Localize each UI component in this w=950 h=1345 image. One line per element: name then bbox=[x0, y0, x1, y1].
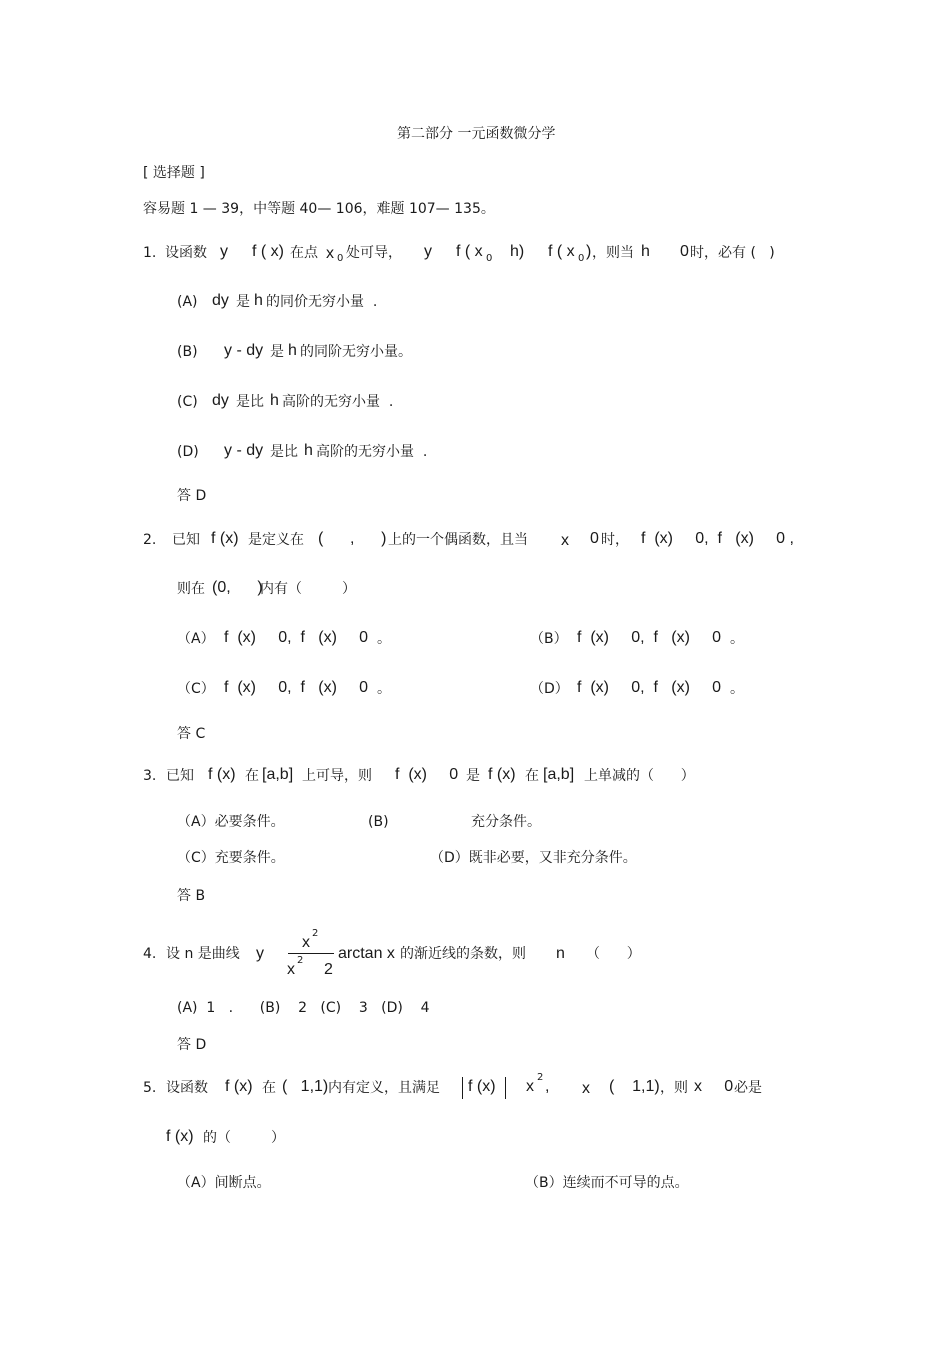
q2-opt-b-dot: 。 bbox=[730, 631, 744, 647]
q5-abs-bar-left bbox=[462, 1077, 463, 1099]
q1-h: h) bbox=[510, 243, 525, 260]
q2-interval: ( , ) bbox=[318, 530, 387, 547]
q1-must: 时，必有 ( ) bbox=[690, 245, 775, 261]
q1-h2: h bbox=[641, 243, 650, 260]
q1-opt-b-label: (B) bbox=[177, 344, 198, 360]
q2-line2-interval: (0, ) bbox=[212, 579, 263, 596]
q2-opt-d-dot: 。 bbox=[730, 681, 744, 697]
q3-opt-b: 充分条件。 bbox=[471, 814, 541, 830]
q5-abs-bar-right bbox=[505, 1077, 506, 1099]
q1-sub2: 0 bbox=[486, 253, 493, 264]
q4-n: n bbox=[556, 945, 565, 962]
q1-opt-d-text1: 是比 bbox=[270, 444, 298, 460]
q3-diff: 上可导，则 bbox=[302, 768, 372, 784]
q1-sub3: 0 bbox=[578, 253, 585, 264]
q1-opt-c-text2: 高阶的无穷小量 . bbox=[282, 394, 394, 410]
q1-f-open: f ( x bbox=[456, 243, 483, 260]
q4-fraction-bar bbox=[288, 953, 334, 954]
q5-number: 5. bbox=[143, 1080, 157, 1096]
q1-differentiable: 处可导， bbox=[346, 245, 402, 261]
q4-arctan: arctan x bbox=[338, 945, 395, 962]
q1-lead: 设函数 bbox=[165, 245, 207, 261]
q3-opt-d: （D）既非必要，又非充分条件。 bbox=[430, 850, 637, 866]
q5-lead: 设函数 bbox=[166, 1080, 208, 1096]
q2-opt-a-dot: 。 bbox=[377, 631, 391, 647]
q2-opt-a-label: （A） bbox=[177, 631, 215, 647]
q1-opt-c-text1: 是比 bbox=[236, 394, 264, 410]
q5-opt-b: （B）连续而不可导的点。 bbox=[525, 1175, 689, 1191]
q1-opt-a-label: (A) bbox=[177, 294, 198, 310]
q5-in: 在 bbox=[262, 1080, 276, 1096]
q1-opt-a-math: dy bbox=[212, 292, 229, 309]
q1-opt-d-math: y - dy bbox=[224, 442, 264, 459]
q1-answer: 答 D bbox=[177, 488, 207, 504]
q4-answer: 答 D bbox=[177, 1037, 207, 1053]
q1-opt-d-h: h bbox=[304, 442, 313, 459]
q1-paren: ) bbox=[586, 243, 592, 260]
q5-comma: , bbox=[545, 1078, 550, 1095]
q1-fx: f ( x) bbox=[252, 243, 284, 260]
q3-ab2: [a,b] bbox=[543, 766, 575, 783]
q5-interval2: ( 1,1) bbox=[609, 1078, 660, 1095]
q5-then: ，则 bbox=[660, 1080, 688, 1096]
q3-opt-c: （C）充要条件。 bbox=[177, 850, 285, 866]
q2-lead: 已知 bbox=[172, 532, 200, 548]
q4-denominator-two: 2 bbox=[324, 961, 333, 978]
q1-opt-b-text1: 是 bbox=[270, 344, 284, 360]
q2-number: 2. bbox=[143, 532, 157, 548]
q5-line2-fx: f (x) bbox=[166, 1128, 194, 1145]
q1-zero: 0 bbox=[680, 243, 689, 260]
q2-zero: 0 bbox=[590, 530, 599, 547]
q2-line2-a: 则在 bbox=[177, 581, 205, 597]
q3-on: 在 bbox=[245, 768, 259, 784]
q5-line2-text: 的（ ） bbox=[203, 1130, 286, 1146]
q5-x0: x 0 bbox=[694, 1078, 734, 1095]
q2-opt-b: f (x) 0, f (x) 0 bbox=[577, 629, 722, 646]
q2-opt-a: f (x) 0, f (x) 0 bbox=[224, 629, 369, 646]
q1-opt-a-text2: 的同价无穷小量 . bbox=[266, 294, 378, 310]
q1-at-point: 在点 bbox=[290, 245, 318, 261]
q2-when: 时， bbox=[601, 532, 629, 548]
q4-blank: （ ） bbox=[586, 946, 641, 962]
q3-opt-b-label: (B) bbox=[368, 814, 389, 830]
page-title: 第二部分 一元函数微分学 bbox=[397, 126, 556, 142]
q3-opt-a: （A）必要条件。 bbox=[177, 814, 285, 830]
q1-opt-b-h: h bbox=[288, 342, 297, 359]
q2-opt-b-label: （B） bbox=[530, 631, 568, 647]
q2-opt-d: f (x) 0, f (x) 0 bbox=[577, 679, 722, 696]
q2-opt-c-label: （C） bbox=[177, 681, 215, 697]
q1-opt-c-h: h bbox=[270, 392, 279, 409]
q3-on2: 在 bbox=[525, 768, 539, 784]
q3-fx: f (x) bbox=[208, 766, 236, 783]
q4-denominator-sup: 2 bbox=[297, 955, 304, 966]
q3-dec: 上单减的（ ） bbox=[584, 768, 695, 784]
q4-numerator-x: x bbox=[302, 934, 310, 951]
q2-opt-c-dot: 。 bbox=[377, 681, 391, 697]
q1-f-close: f ( x bbox=[548, 243, 575, 260]
q5-interval: ( 1,1) bbox=[282, 1078, 329, 1095]
section-label: [ 选择题 ] bbox=[143, 165, 205, 181]
q5-x2-sup: 2 bbox=[537, 1072, 544, 1083]
q2-opt-c: f (x) 0, f (x) 0 bbox=[224, 679, 369, 696]
q5-x: x bbox=[582, 1080, 590, 1097]
q5-opt-a: （A）间断点。 bbox=[177, 1175, 271, 1191]
q3-lead: 已知 bbox=[166, 768, 194, 784]
q4-options: (A) 1 . (B) 2 (C) 3 (D) 4 bbox=[177, 1000, 430, 1016]
q2-opt-d-label: （D） bbox=[530, 681, 569, 697]
q3-fpx: f (x) 0 bbox=[395, 766, 459, 783]
q3-is: 是 bbox=[466, 768, 480, 784]
q4-number: 4. bbox=[143, 946, 157, 962]
q3-ab: [a,b] bbox=[262, 766, 294, 783]
q3-number: 3. bbox=[143, 768, 157, 784]
q1-opt-b-text2: 的同阶无穷小量。 bbox=[300, 344, 412, 360]
q2-condition: f (x) 0, f (x) 0 , bbox=[641, 530, 794, 547]
q4-count: 的渐近线的条数，则 bbox=[400, 946, 526, 962]
q1-y: y bbox=[220, 243, 228, 260]
q3-answer: 答 B bbox=[177, 888, 206, 904]
q5-fx: f (x) bbox=[225, 1078, 253, 1095]
q1-opt-c-math: dy bbox=[212, 392, 229, 409]
q5-must: 必是 bbox=[734, 1080, 762, 1096]
q1-then-when: ，则当 bbox=[592, 245, 634, 261]
q3-fx2: f (x) bbox=[488, 766, 516, 783]
q4-y: y bbox=[256, 945, 264, 962]
q1-dy: y bbox=[424, 243, 432, 260]
q4-numerator-sup: 2 bbox=[312, 928, 319, 939]
q1-number: 1. bbox=[143, 245, 157, 261]
q2-x: x bbox=[561, 532, 569, 549]
q1-opt-a-text1: 是 bbox=[236, 294, 250, 310]
q1-opt-d-text2: 高阶的无穷小量 . bbox=[316, 444, 428, 460]
q1-opt-c-label: (C) bbox=[177, 394, 198, 410]
q2-line2-b: 内有（ ） bbox=[260, 581, 357, 597]
q1-opt-a-h: h bbox=[254, 292, 263, 309]
q4-lead: 设 n 是曲线 bbox=[166, 946, 240, 962]
q2-answer: 答 C bbox=[177, 726, 206, 742]
difficulty-note: 容易题 1 — 39，中等题 40— 106，难题 107— 135。 bbox=[143, 201, 495, 217]
q1-x: x bbox=[326, 245, 334, 262]
q1-opt-b-math: y - dy bbox=[224, 342, 264, 359]
q2-def: 是定义在 bbox=[248, 532, 304, 548]
q2-fx: f (x) bbox=[211, 530, 239, 547]
q4-denominator-x: x bbox=[287, 961, 295, 978]
q5-abs-fx: f (x) bbox=[468, 1078, 496, 1095]
q2-even: 上的一个偶函数，且当 bbox=[388, 532, 528, 548]
q5-x2: x bbox=[526, 1078, 534, 1095]
q1-opt-d-label: (D) bbox=[177, 444, 199, 460]
q5-defined: 内有定义，且满足 bbox=[328, 1080, 440, 1096]
q1-x-sub: 0 bbox=[337, 253, 344, 264]
